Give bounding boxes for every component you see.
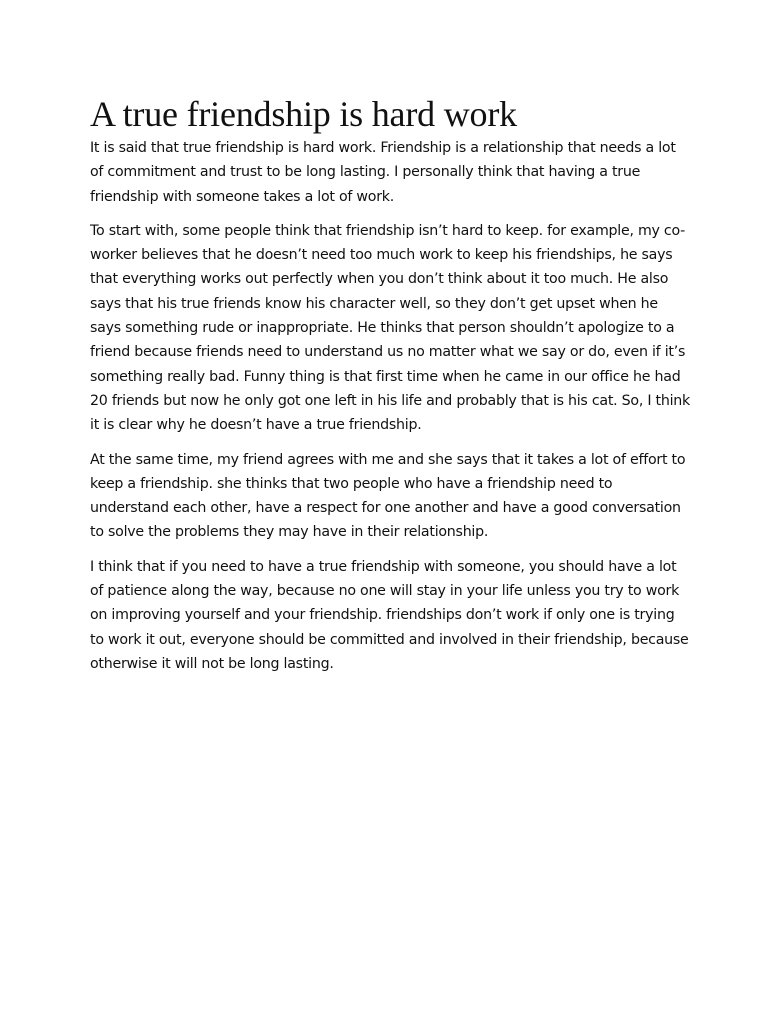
document-body	[90, 92, 690, 686]
paragraph-4: I think that if you need to have a true friendship with someone, you should have a lot of patience along the way, because no one will stay in your life unless you try to work on improving yourself and your friendship. friendships don’t work if only one is trying to work it out, everyone should be committed and involved in their friendship, because otherwise it will not be long lasting.	[90, 558, 689, 672]
document-title: A true friendship is hard work	[90, 94, 517, 134]
paragraph-1: It is said that true friendship is hard work. Friendship is a relationship that needs a lot of commitment and trust to be long lasting. I personally think that having a true friendship with someone takes a lot of work.	[90, 140, 676, 205]
paragraph-2: To start with, some people think that friendship isn’t hard to keep. for example, my co-worker believes that he doesn’t need too much work to keep his friendships, he says that everything works out perfectly when you don’t think about it too much. He also says that his true friends know his character well, so they don’t get upset when he says something rude or inappropriate. He thinks that person shouldn’t apologize to a friend because friends need to understand us no matter what we say or do, even if it’s something really bad. Funny thing is that first time when he came in our office he had 20 friends but now he only got one left in his life and probably that is his cat. So, I think it is clear why he doesn’t have a true friendship.	[90, 222, 691, 434]
paragraph-3: At the same time, my friend agrees with me and she says that it takes a lot of effort to keep a friendship. she thinks that two people who have a friendship need to understand each other, have a respect for one another and have a good conversation to solve the problems they may have in their relationship.	[90, 451, 686, 541]
